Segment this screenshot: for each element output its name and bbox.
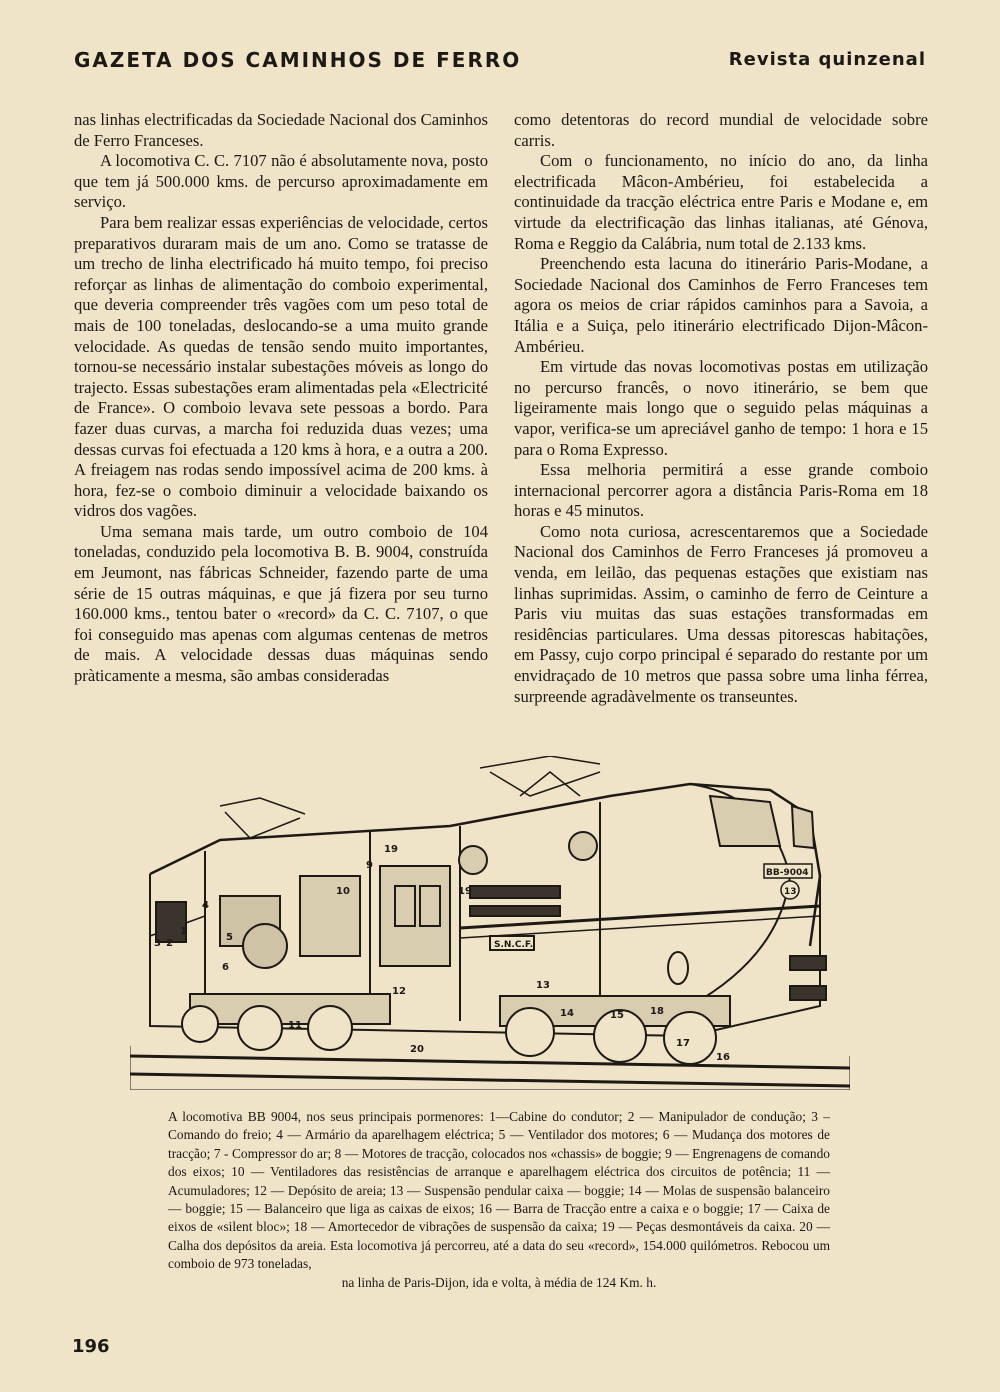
- part-label: 11: [288, 1020, 302, 1031]
- locomotive-cutaway-drawing: [130, 756, 850, 1090]
- part-label: 13: [536, 980, 550, 991]
- figure-caption: [168, 1108, 830, 1292]
- paragraph: Em virtude das novas locomotivas postas em utilização no percurso francês, o novo itinerário, se bem que ligeiramente mais longo que o seguido pelas máquinas a vapor, verifica-se um apreciável ganho de tempo: 1 hora e 15 para o Roma Expresso.: [514, 357, 928, 459]
- part-label: 10: [336, 886, 350, 897]
- paragraph: Para bem realizar essas experiências de velocidade, certos preparativos duraram mais de um ano. Como se tratasse de um trecho de linha electrificado há muito tempo, foi preciso reforçar as linhas de alimentação do comboio experimental, que deveria compreender três vagões com um peso total de mais de 100 toneladas, deslocando-se a uma muito grande velocidade. As quedas de tensão sendo muito importantes, tornou-se necessário instalar subestações móveis as longo do trajecto. Essas subestações eram alimentadas pela «Electricité de France». O comboio levava sete pessoas a bordo. Para fazer duas curvas, a marcha foi reduzida duas vezes; uma dessas curvas foi efectuada a 120 kms à hora, e a outra a 200. A freiagem nas rodas sendo impossível acima de 200 kms. à hora, fez-se o comboio diminuir a velocidade baixando os vidros dos vagões.: [74, 212, 488, 521]
- caption-text: A locomotiva BB 9004, nos seus principais pormenores: 1—Cabine do condutor; 2 — Manipulador de condução; 3 – Comando do freio; 4 — Armário da aparelhagem eléctrica; 5 — Ventilador dos motores; 6 — Mudança dos motores de tracção; 7 - Compressor do ar; 8 — Motores de tracção, colocados nos «chassis» de boggie; 9 — Engrenagens de comando dos eixos; 10 — Ventiladores das resistências de arranque e aparelhagem eléctrica dos circuitos de potência; 11 — Acumuladores; 12 — Depósito de areia; 13 — Suspensão pendular caixa — boggie; 14 — Molas de suspensão balanceiro — boggie; 15 — Balanceiro que liga as caixas de eixos; 16 — Barra de Tracção entre a caixa e o boggie; 17 — Caixa de eixos de «silent bloc»; 18 — Amortecedor de vibrações de suspensão da caixa; 19 — Peças desmontáveis da caixa. 20 — Calha dos depósitos da areia. Esta locomotiva já percorreu, até a data do seu «record», 154.000 quilómetros. Rebocou um comboio de 973 toneladas,: [168, 1109, 830, 1272]
- part-label: 2: [166, 938, 173, 949]
- part-label: 3: [154, 938, 161, 949]
- page-number: 196: [72, 1336, 110, 1357]
- paragraph: Com o funcionamento, no início do ano, da linha electrificada Mâcon-Ambérieu, foi estabelecida a continuidade da tracção eléctrica entre Paris e Modane e, em virtude da electrificação das linhas italianas, até Génova, Roma e Reggio da Calábria, num total de 2.133 kms.: [514, 151, 928, 253]
- paragraph: A locomotiva C. C. 7107 não é absolutamente nova, posto que tem já 500.000 kms. de percurso aproximadamente em serviço.: [74, 151, 488, 212]
- part-label: 19: [384, 844, 398, 855]
- paragraph: Essa melhoria permitirá a esse grande comboio internacional percorrer agora a distância Paris-Roma em 18 horas e 45 minutos.: [514, 460, 928, 521]
- part-label: 12: [392, 986, 406, 997]
- loco-number: BB-9004: [766, 868, 809, 878]
- part-label: 5: [226, 932, 233, 943]
- paragraph: Como nota curiosa, acrescentaremos que a Sociedade Nacional dos Caminhos de Ferro Franceses já promoveu a venda, em leilão, das pequenas estações que existiam nas linhas suprimidas. Assim, o caminho de ferro de Ceinture a Paris viu muitas das suas estações transformadas em residências particulares. Uma dessas pitorescas habitações, em Passy, cujo corpo principal é separado do restante por um envidraçado de 10 metros que passa sobre uma linha férrea, surpreende agradàvelmente os transeuntes.: [514, 521, 928, 706]
- paragraph: nas linhas electrificadas da Sociedade Nacional dos Caminhos de Ferro Franceses.: [74, 110, 488, 150]
- part-label: 15: [610, 1010, 624, 1021]
- emblem-number: 13: [784, 887, 797, 897]
- right-column: [514, 110, 928, 707]
- part-label: 17: [676, 1038, 690, 1049]
- part-label: 1: [180, 926, 187, 937]
- locomotive-illustration: [130, 756, 850, 1090]
- part-label: 19: [458, 886, 472, 897]
- journal-subtitle: Revista quinzenal: [728, 49, 926, 70]
- part-label: 6: [222, 962, 229, 973]
- journal-title: GAZETA DOS CAMINHOS DE FERRO: [74, 48, 522, 72]
- paragraph: Uma semana mais tarde, um outro comboio de 104 toneladas, conduzido pela locomotiva B. B. 9004, construída em Jeumont, nas fábricas Schneider, fazendo parte de uma série de 15 outras máquinas, e que já fizera por seu turno 160.000 kms., tentou bater o «record» da C. C. 7107, o que foi conseguido mas apenas com algumas centenas de metros de mais. A velocidade dessas duas máquinas sendo pràticamente a mesma, são ambas consideradas: [74, 521, 488, 686]
- part-label: 9: [366, 860, 373, 871]
- caption-last-line: na linha de Paris-Dijon, ida e volta, à média de 124 Km. h.: [341, 1274, 657, 1290]
- operator-plate: S.N.C.F.: [494, 940, 534, 950]
- left-column: [74, 110, 488, 687]
- part-label: 16: [716, 1052, 730, 1063]
- paragraph: Preenchendo esta lacuna do itinerário Paris-Modane, a Sociedade Nacional dos Caminhos de Ferro Franceses tem agora os meios de criar rápidos caminhos para a Savoia, a Itália e a Suiça, pelo itinerário electrificado Dijon-Mâcon-Ambérieu.: [514, 254, 928, 356]
- part-label: 20: [410, 1044, 424, 1055]
- paragraph: como detentoras do record mundial de velocidade sobre carris.: [514, 110, 928, 150]
- part-label: 14: [560, 1008, 574, 1019]
- running-header: [74, 48, 926, 74]
- part-label: 4: [202, 900, 209, 911]
- part-label: 18: [650, 1006, 664, 1017]
